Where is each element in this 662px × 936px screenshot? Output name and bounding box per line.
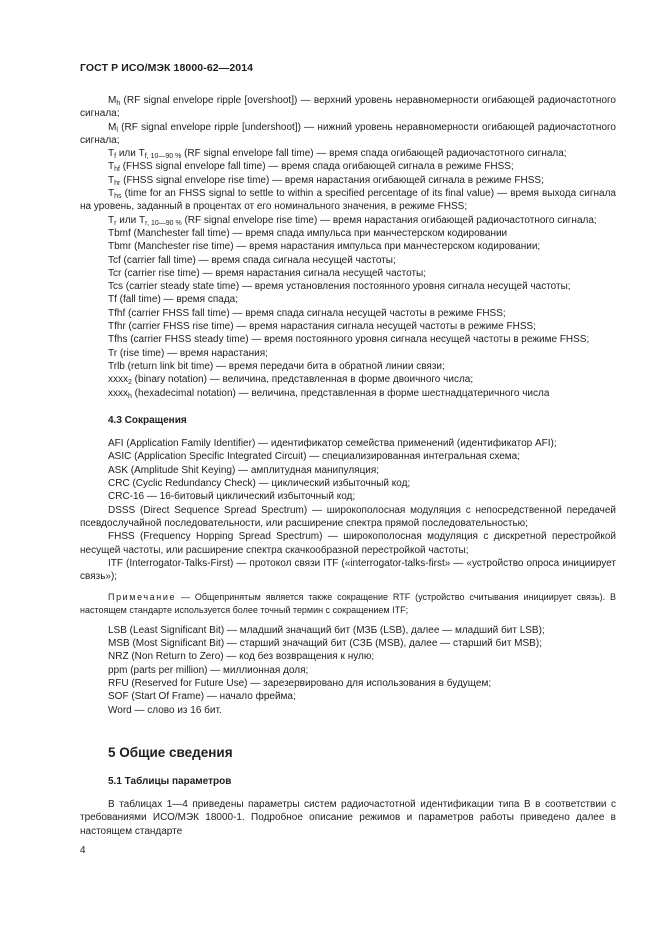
definition-text: Tfhs (carrier FHSS steady time) — время постоянного уровня сигнала несущей частоты в режиме FHSS; [108,334,590,346]
definition-text: (hexadecimal notation) — величина, представленная в форме шестнадцатеричного числа [131,387,550,399]
abbreviation-item: NRZ (Non Return to Zero) — код без возвращения к нулю; [108,651,375,663]
definition-alt-symbol: или T [116,148,145,160]
page-number: 4 [80,845,86,856]
section-heading: 4.3 Сокращения [108,414,187,426]
abbreviation-item: RFU (Reserved for Future Use) — зарезервировано для использования в будущем; [108,677,492,689]
definition-item [80,373,616,386]
definition-text: (RF signal envelope ripple [overshoot]) — верхний уровень неравномерности огибающей радиочастотного сигнала; [80,95,616,120]
definition-text: (time for an FHSS signal to settle to within a specified percentage of its final value) — время выхода сигнала на уровень, заданный в процентах от его номинального значения, в режиме FHSS; [80,188,616,213]
subsection-heading: 5.1 Таблицы параметров [108,775,232,787]
definition-text: (RF signal envelope rise time) — время нарастания огибающей радиочастотного сигнала; [181,214,597,226]
definition-symbol: T [108,148,115,160]
abbreviations-list-continued [80,624,616,717]
definition-subscript: h [116,100,121,107]
definition-text: Tr (rise time) — время нарастания; [108,347,268,359]
definition-subscript: hr [114,179,121,187]
definition-symbol: xxxx [108,387,128,399]
definition-text: Tbmr (Manchester rise time) — время нарастания импульса при манчестерском кодировании; [108,241,541,253]
definition-symbol: T [108,174,115,186]
definition-symbol: M [108,95,117,106]
definitions-list [80,94,616,400]
definition-text: Tf (fall time) — время спада; [108,294,238,306]
abbreviation-item: ASK (Amplitude Shit Keying) — амплитудная манипуляция; [108,464,380,476]
definition-item [80,320,616,333]
definition-text: Tfhr (carrier FHSS rise time) — время нарастания сигнала несущей частоты в режиме FHSS; [108,321,536,333]
definition-item [80,160,616,173]
abbreviation-item: CRC (Cyclic Redundancy Check) — циклический избыточный код; [108,478,411,490]
definition-alt-symbol: или T [116,214,146,226]
definition-item [80,227,616,240]
definition-item [80,307,616,320]
abbreviations-list [80,437,616,583]
definition-text: (RF signal envelope ripple [undershoot]) — нижний уровень неравномерности огибающей радиочастотного сигнала; [80,121,616,146]
definition-text: Trlb (return link bit time) — время передачи бита в обратной линии связи; [108,360,445,372]
definition-text: (binary notation) — величина, представленная в форме двоичного числа; [131,374,474,386]
definition-text: (FHSS signal envelope rise time) — время нарастания огибающей сигнала в режиме FHSS; [120,174,544,186]
abbreviation-item: SOF (Start Of Frame) — начало фрейма; [108,691,296,703]
definition-item [80,214,616,227]
abbreviation-item: AFI (Application Family Identifier) — идентификатор семейства применений (идентификатор AFI); [108,438,557,450]
definition-text: (RF signal envelope fall time) — время спада огибающей радиочастотного сигнала; [181,148,567,160]
abbreviation-item: ITF (Interrogator-Talks-First) — протокол связи ITF («interrogator-talks-first» — «устройство опроса инициирует связь»); [80,557,616,583]
definition-item [80,94,616,121]
definition-symbol: M [108,121,117,133]
body-paragraph: В таблицах 1—4 приведены параметры систем радиочастотной идентификации типа В в соответствии с требованиями ИСО/МЭК 18000-1. Подробное описание режимов и параметров работы приведено далее в настоящем стандарте [80,799,616,837]
abbreviation-item: LSB (Least Significant Bit) — младший значащий бит (МЗБ (LSB), далее — младший бит LSB); [108,624,545,636]
definition-subscript: 2 [128,379,132,387]
definition-text: Tcs (carrier steady state time) — время установления постоянного уровня сигнала несущей частоты; [108,281,571,293]
definition-subscript: hf [114,166,120,174]
abbreviation-item: DSSS (Direct Sequence Spread Spectrum) — широкополосная модуляция с непосредственной передачей псевдослучайной последовательности, или расширение спектра прямой последовательностью; [80,504,616,529]
abbreviation-item: MSB (Most Significant Bit) — старший значащий бит (СЗБ (MSB), далее — старший бит MSB); [108,638,542,650]
abbreviation-item: CRC-16 — 16-битовый циклический избыточный код; [108,491,356,503]
definition-alt-subscript: f, 10—90 % [144,153,182,161]
definition-text: Tcf (carrier fall time) — время спада сигнала несущей частоты; [108,254,396,266]
definition-item [80,121,616,148]
definition-symbol: T [108,161,115,173]
definition-text: Tcr (carrier rise time) — время нарастания сигнала несущей частоты; [108,267,427,279]
definition-item [80,147,616,160]
definition-item [80,387,616,400]
definition-subscript: h [128,392,132,400]
definition-symbol: T [108,214,115,226]
abbreviation-item: FHSS (Frequency Hopping Spread Spectrum) — широкополосная модуляция с дискретной перестройкой несущей частоты, или расширение спектра скачкообразной перестройкой частоты; [80,531,616,556]
abbreviation-item: ppm (parts per million) — миллионная доля; [108,664,309,676]
definition-text: (FHSS signal envelope fall time) — время спада огибающей сигнала в режиме FHSS; [119,161,514,173]
note [80,591,616,615]
abbreviation-item: ASIC (Application Specific Integrated Circuit) — специализированная интегральная схема; [108,451,520,463]
note-label: Примечание [108,592,177,603]
abbreviation-item: Word — слово из 16 бит. [108,704,222,716]
definition-item [80,333,616,346]
definition-subscript: hs [114,193,122,201]
document-content [80,94,616,838]
definition-subscript: l [116,126,118,134]
definition-subscript: f [114,153,117,161]
definition-item [80,240,616,253]
definition-subscript: r [114,219,117,227]
definition-item [80,280,616,293]
definition-item [80,293,616,306]
definition-item [80,360,616,373]
definition-item [80,347,616,360]
definition-text: Tfhf (carrier FHSS fall time) — время спада сигнала несущей частоты в режиме FHSS; [108,307,506,319]
definition-item [80,254,616,267]
definition-symbol: T [108,188,115,200]
definition-item [80,174,616,187]
definition-text: Tbmf (Manchester fall time) — время спада импульса при манчестерском кодировании [108,227,508,239]
document-header: ГОСТ Р ИСО/МЭК 18000-62—2014 [80,62,254,74]
note-text: — Общепринятым является также сокращение RTF (устройство считывания инициирует связь). В настоящем стандарте используется более точный термин с сокращением ITF; [80,592,616,615]
definition-alt-subscript: r, 10—90 % [145,219,182,227]
definition-symbol: xxxx [108,374,128,386]
definition-item [80,267,616,280]
chapter-heading: 5 Общие сведения [108,744,233,760]
definition-item [80,187,616,214]
